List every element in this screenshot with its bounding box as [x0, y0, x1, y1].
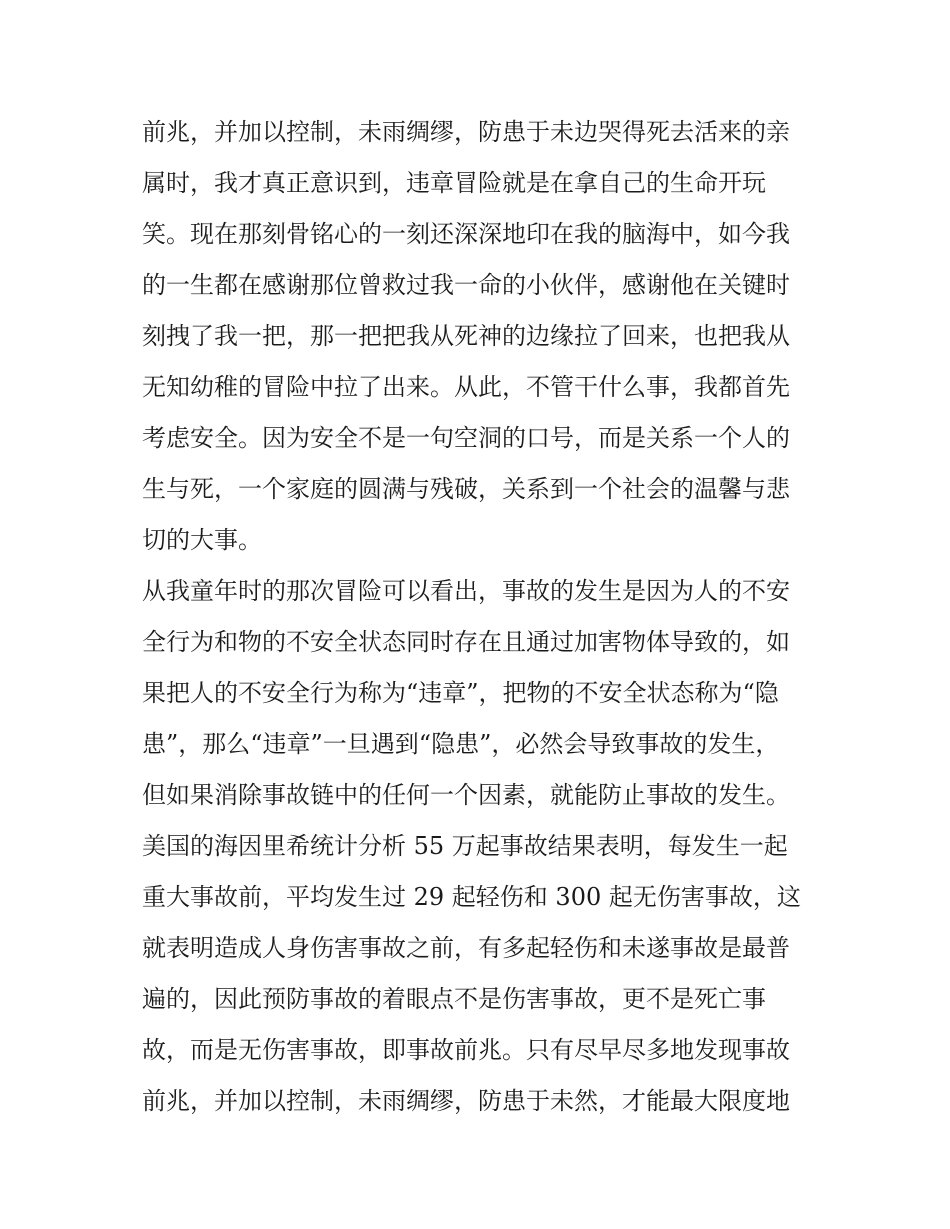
text-line-19: 故，而是无伤害事故，即事故前兆。只有尽早尽多地发现事故: [142, 1036, 790, 1064]
text-line-7: 考虑安全。因为安全不是一句空洞的口号，而是关系一个人的: [142, 424, 790, 452]
text-line-20: 前兆，并加以控制，未雨绸缪，防患于未然，才能最大限度地: [142, 1087, 790, 1115]
text-line-5: 刻拽了我一把，那一把把我从死神的边缘拉了回来，也把我从: [142, 322, 790, 350]
text-line-9: 切的大事。: [142, 526, 262, 554]
text-line-3: 笑。现在那刻骨铭心的一刻还深深地印在我的脑海中，如今我: [142, 220, 790, 248]
text-line-2: 属时，我才真正意识到，违章冒险就是在拿自己的生命开玩: [142, 169, 766, 197]
text-line-8: 生与死，一个家庭的圆满与残破，关系到一个社会的温馨与悲: [142, 475, 790, 503]
text-line-17: 就表明造成人身伤害事故之前，有多起轻伤和未遂事故是最普: [142, 934, 790, 962]
text-line-13: 患”，那么“违章”一旦遇到“隐患”，必然会导致事故的发生，: [142, 730, 780, 758]
text-line-1: 前兆，并加以控制，未雨绸缪，防患于未边哭得死去活来的亲: [142, 118, 790, 146]
text-line-14: 但如果消除事故链中的任何一个因素，就能防止事故的发生。: [142, 781, 790, 809]
text-line-11: 全行为和物的不安全状态同时存在且通过加害物体导致的，如: [142, 628, 790, 656]
text-line-6: 无知幼稚的冒险中拉了出来。从此，不管干什么事，我都首先: [142, 373, 790, 401]
text-line-4: 的一生都在感谢那位曾救过我一命的小伙伴，感谢他在关键时: [142, 271, 790, 299]
text-line-12: 果把人的不安全行为称为“违章”，把物的不安全状态称为“隐: [142, 679, 779, 707]
text-line-10: 从我童年时的那次冒险可以看出，事故的发生是因为人的不安: [142, 577, 790, 605]
body-text: [142, 107, 832, 1127]
text-line-18: 遍的，因此预防事故的着眼点不是伤害事故，更不是死亡事: [142, 985, 766, 1013]
text-line-15: 美国的海因里希统计分析 55 万起事故结果表明，每发生一起: [142, 832, 788, 860]
text-line-16: 重大事故前，平均发生过 29 起轻伤和 300 起无伤害事故，这: [142, 883, 801, 911]
